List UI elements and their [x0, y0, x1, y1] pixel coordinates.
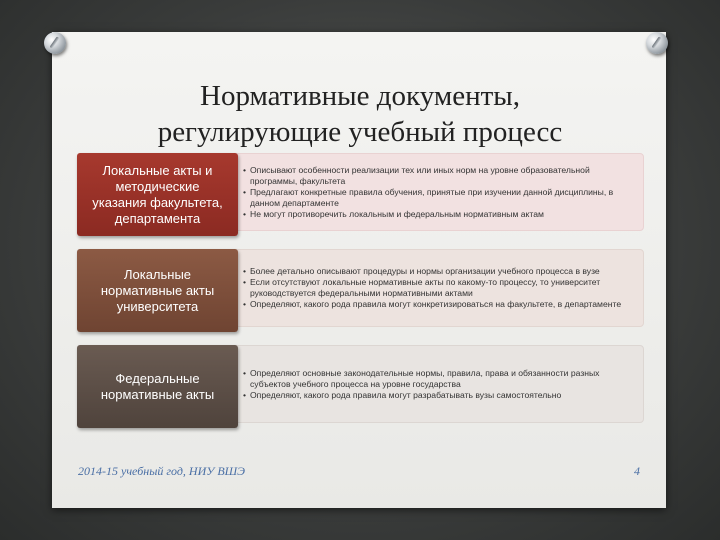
row-label-box: [77, 153, 238, 236]
footer-text: 2014-15 учебный год, НИУ ВШЭ: [78, 464, 246, 478]
bullet-item: • Определяют основные законодательные нормы, правила, права и обязанности разных субъектов учебного процесса на уровне государства: [244, 368, 633, 390]
bullet-list: [226, 266, 643, 310]
bullet-item: • Предлагают конкретные правила обучения, принятые при изучении данной дисциплины, в данном департаменте: [244, 187, 633, 209]
bullet-item: • Если отсутствуют локальные нормативные акты по какому-то процессу, то университет руководствуется федеральными нормативными актами: [244, 277, 633, 299]
pushpin-icon: [646, 32, 668, 54]
row-label-line: указания факультета,: [92, 194, 223, 210]
bullet-item: • Не могут противоречить локальным и федеральным нормативным актам: [244, 209, 633, 220]
row-label-box: [77, 345, 238, 428]
row-label-line: Локальные: [123, 266, 192, 282]
bullet-item: • Определяют, какого рода правила могут конкретизироваться на факультете, в департаменте: [244, 299, 633, 310]
row-label-line: нормативные акты: [100, 282, 215, 298]
bullet-list: [226, 368, 643, 401]
bullet-item: • Более детально описывают процедуры и нормы организации учебного процесса в вузе: [244, 266, 633, 277]
row-label-line: университета: [116, 298, 199, 314]
row-label-line: Федеральные: [115, 370, 200, 386]
title-line-2: регулирующие учебный процесс: [157, 116, 563, 148]
bullet-item: • Определяют, какого рода правила могут разрабатывать вузы самостоятельно: [244, 390, 633, 401]
slide-title: [60, 78, 660, 150]
row-label-line: нормативные акты: [100, 386, 215, 402]
row-label-line: методические: [115, 178, 200, 194]
bullet-item: • Описывают особенности реализации тех или иных норм на уровне образовательной программы, факультета: [244, 165, 633, 187]
row-detail-box: [225, 249, 644, 327]
row-label-box: [77, 249, 238, 332]
row-label-line: департамента: [114, 210, 201, 226]
page-number: 4: [634, 464, 640, 478]
row-detail-box: [225, 345, 644, 423]
pushpin-icon: [44, 32, 66, 54]
bullet-list: [226, 165, 643, 220]
title-line-1: Нормативные документы,: [200, 80, 520, 112]
row-label-line: Локальные акты и: [102, 162, 213, 178]
row-detail-box: [225, 153, 644, 231]
